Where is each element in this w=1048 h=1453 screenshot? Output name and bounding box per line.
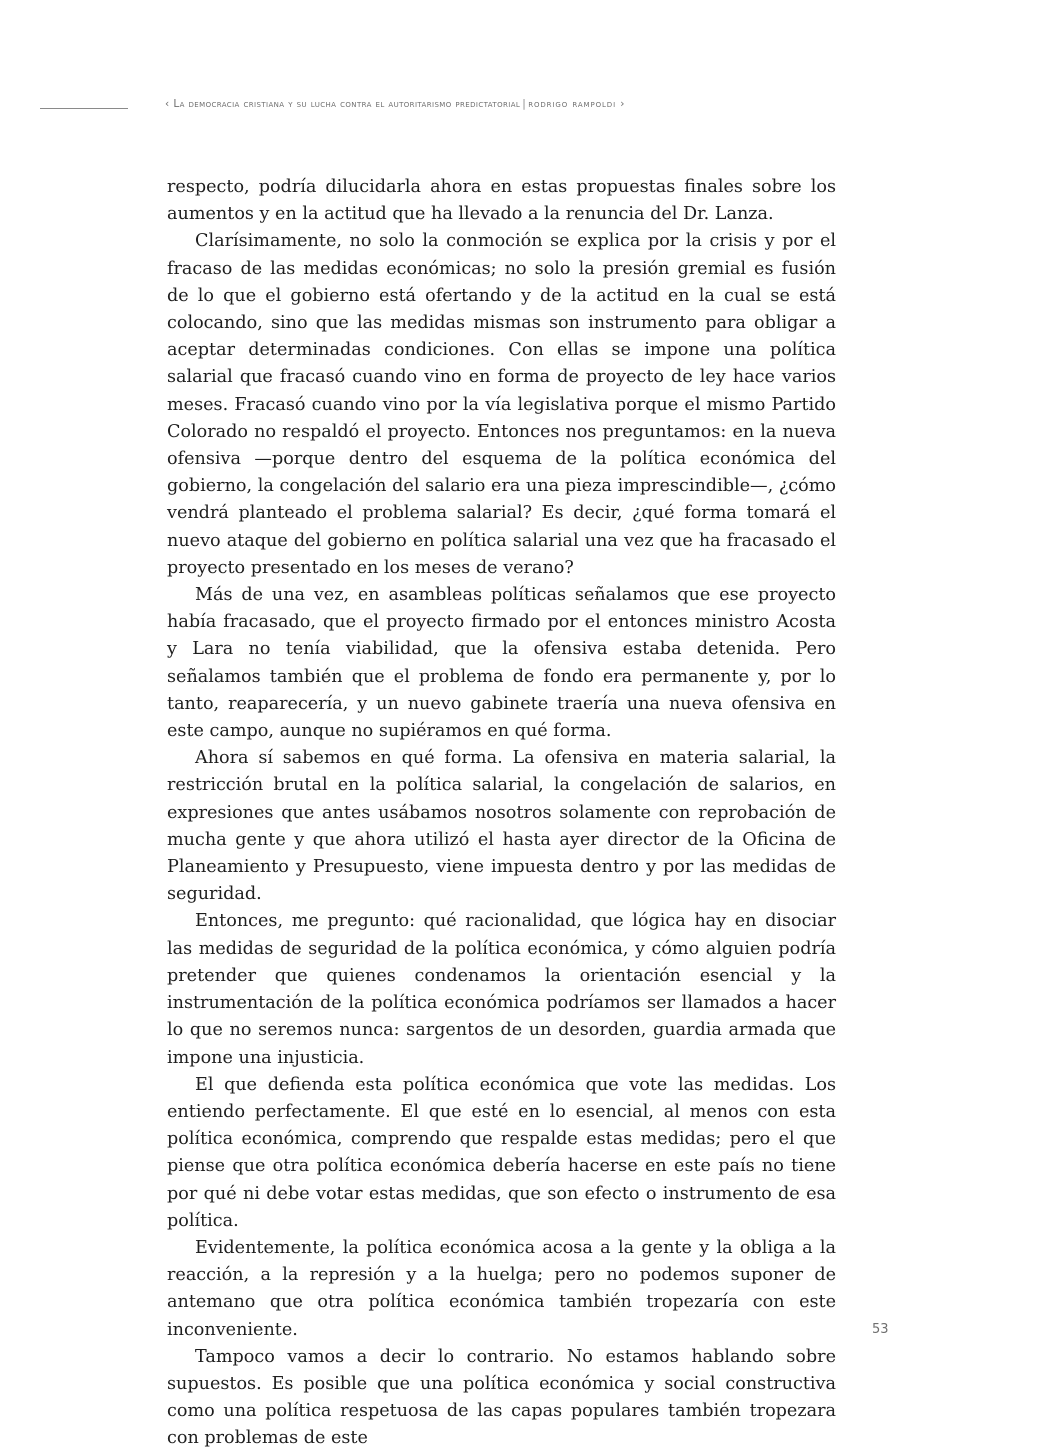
running-head-author: rodrigo rampoldi › bbox=[528, 98, 626, 110]
body-text bbox=[167, 174, 836, 1453]
paragraph: Entonces, me pregunto: qué racionalidad, que lógica hay en disociar las medidas de seguridad de la política económica, y cómo alguien podría pretender que quienes condenamos la orientación esencial y la instrumentación de la política económica podríamos ser llamados a hacer lo que no seremos nunca: sargentos de un desorden, guardia armada que impone una injusticia. bbox=[167, 911, 836, 1068]
running-head-title: ‹ La democracia cristiana y su lucha contra el autoritarismo predictatorial bbox=[165, 98, 521, 110]
paragraph: Clarísimamente, no solo la conmoción se explica por la crisis y por el fracaso de las medidas económicas; no solo la presión gremial es fusión de lo que el gobierno está ofertando y de la actitud en la cual se está colocando, sino que las medidas mismas son instrumento para obligar a aceptar determinadas condiciones. Con ellas se impone una política salarial que fracasó cuando vino en forma de proyecto de ley hace varios meses. Fracasó cuando vino por la vía legislativa porque el mismo Partido Colorado no respaldó el proyecto. Entonces nos preguntamos: en la nueva ofensiva —porque dentro del esquema de la política económica del gobierno, la congelación del salario era una pieza imprescindible—, ¿cómo vendrá planteado el problema salarial? Es decir, ¿qué forma tomará el nuevo ataque del gobierno en política salarial una vez que ha fracasado el proyecto presentado en los meses de verano? bbox=[167, 231, 836, 578]
header-rule bbox=[40, 108, 128, 109]
paragraph: Evidentemente, la política económica acosa a la gente y la obliga a la reacción, a la represión y a la huelga; pero no podemos suponer de antemano que otra política económica también tropezaría con este inconveniente. bbox=[167, 1237, 836, 1340]
paragraph: El que defienda esta política económica que vote las medidas. Los entiendo perfectamente. El que esté en lo esencial, al menos con esta política económica, comprendo que respalde estas medidas; pero el que piense que otra política económica debería hacerse en este país no tiene por qué ni debe votar estas medidas, que son efecto o instrumento de esa política. bbox=[167, 1074, 836, 1231]
paragraph-continued: respecto, podría dilucidarla ahora en estas propuestas finales sobre los aumentos y en la actitud que ha llevado a la renuncia del Dr. Lanza. bbox=[167, 177, 836, 225]
page-number: 53 bbox=[872, 1322, 889, 1337]
running-head bbox=[165, 98, 845, 110]
paragraph: Más de una vez, en asambleas políticas señalamos que ese proyecto había fracasado, que el proyecto firmado por el entonces ministro Acosta y Lara no tenía viabilidad, que la ofensiva estaba detenida. Pero señalamos también que el problema de fondo era permanente y, por lo tanto, reaparecería, y un nuevo gabinete traería una nueva ofensiva en este campo, aunque no supiéramos en qué forma. bbox=[167, 585, 836, 742]
paragraph: Tampoco vamos a decir lo contrario. No estamos hablando sobre supuestos. Es posible que una política económica y social constructiva como una política respetuosa de las capas populares también tropezara con problemas de este bbox=[167, 1346, 836, 1449]
running-head-separator: | bbox=[522, 98, 527, 110]
paragraph: Ahora sí sabemos en qué forma. La ofensiva en materia salarial, la restricción brutal en la política salarial, la congelación de salarios, en expresiones que antes usábamos nosotros solamente con reprobación de mucha gente y que ahora utilizó el hasta ayer director de la Oficina de Planeamiento y Presupuesto, viene impuesta dentro y por las medidas de seguridad. bbox=[167, 748, 836, 905]
